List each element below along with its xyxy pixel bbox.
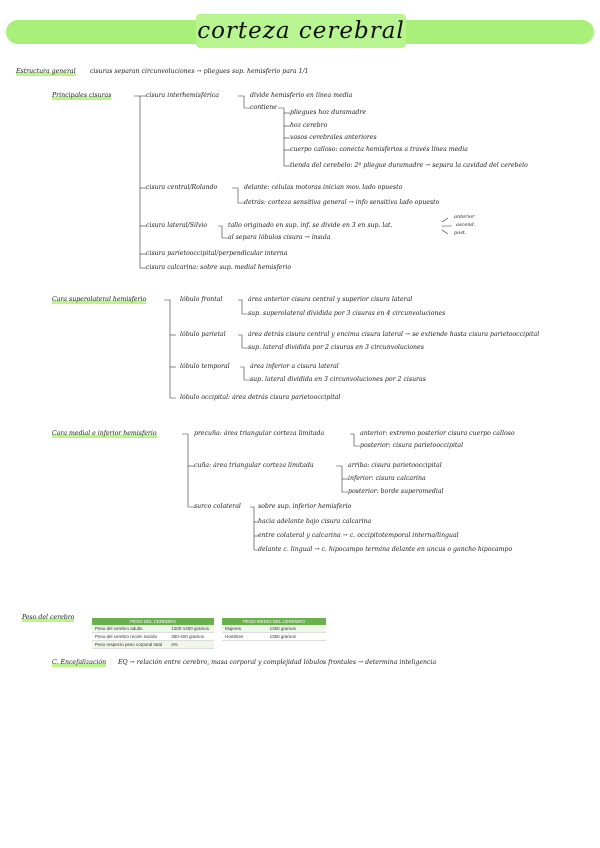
parietal-label: lóbulo parietal [180, 331, 226, 338]
lateral-b: al separa lóbulos cisura → ínsula [228, 234, 331, 241]
peso-label: Peso del cerebro [22, 614, 75, 621]
frontal-a: área anterior cisura central y superior cisura lateral [248, 296, 413, 303]
parietal-b: sup. lateral dividida por 2 cisuras en 3 circunvoluciones [248, 344, 424, 351]
inter-a: divide hemisferio en línea media [250, 92, 353, 99]
cara-medial-label: Cara medial e inferior hemisferio [52, 430, 157, 437]
table-row: Peso del cerebro adulto 1200-1400 gramos [92, 625, 214, 633]
inter-fondo: contiene [250, 104, 277, 111]
colateral-item: hacia adelante bajo cisura calcarina [258, 518, 372, 525]
peso-table [92, 618, 214, 649]
cuna-a: arriba: cisura parietooccipital [348, 462, 442, 469]
page-title: corteza cerebral [197, 18, 405, 44]
inter-label: cisura interhemisférica [146, 92, 219, 99]
colateral-item: delante c. lingual → c. hipocampo termina delante en uncus o gancho hipocampo [258, 546, 513, 553]
encefalizacion-text: EQ → relación entre cerebro, masa corporal y complejidad lóbulos frontales → determina inteligencia [118, 659, 437, 666]
table-row: Peso respecto peso corporal total 2% [92, 641, 214, 649]
table-header: PESO MEDIO DEL CEREBRO [222, 618, 326, 625]
lateral-label: cisura lateral/Silvio [146, 222, 208, 229]
frontal-label: lóbulo frontal [180, 296, 223, 303]
lateral-rama: ascend. [456, 222, 476, 228]
inter-item: hoz cerebro [290, 122, 328, 129]
temporal-label: lóbulo temporal [180, 363, 230, 370]
lateral-a: tallo originado en sup. inf. se divide en 3 en sup. lat. [228, 222, 393, 229]
principales-label: Principales cisuras [52, 92, 112, 99]
table-row: Hombres 1350 gramos [222, 633, 326, 641]
colateral-item: sobre sup. inferior hemisferio [258, 503, 352, 510]
precuna-b: posterior: cisura parietooccipital [360, 442, 464, 449]
parietal-a: área detrás cisura central y encima cisura lateral → se extiende hasta cisura parietooccipital [248, 331, 540, 338]
encefalizacion-label: C. Encefalización [52, 659, 107, 666]
table-header: PESO DEL CEREBRO [92, 618, 214, 625]
frontal-b: sup. superolateral dividida por 3 cisuras en 4 circunvoluciones [248, 310, 446, 317]
colateral-label: surco colateral [194, 503, 241, 510]
inter-item: tienda del cerebelo: 2º pliegue duramadre → separa la cavidad del cerebelo [290, 162, 528, 169]
parieto-label: cisura parietooccipital/perpendicular interna [146, 250, 288, 257]
precuna-a: anterior: extremo posterior cisura cuerpo calloso [360, 430, 515, 437]
inter-item: vasos cerebrales anteriores [290, 134, 377, 141]
central-b: detrás: corteza sensitiva general → info sensitiva lado opuesto [244, 199, 440, 206]
central-label: cisura central/Rolando [146, 184, 218, 191]
central-a: delante: células motoras inician mov. lado opuesto [244, 184, 403, 191]
cara-superolateral-label: Cara superolateral hemisferio [52, 296, 147, 303]
table-row: Peso del cerebro recién nacido 350-400 gramos [92, 633, 214, 641]
cuna-c: posterior: borde superomedial [348, 488, 444, 495]
cuna-b: inferior: cisura calcarina [348, 475, 426, 482]
colateral-item: entre colateral y calcarina → c. occipitotemporal interna/lingual [258, 532, 459, 539]
inter-item: cuerpo calloso: conecta hemisferios a través línea media [290, 146, 468, 153]
lateral-rama: post. [454, 230, 467, 236]
peso-medio-table [222, 618, 326, 641]
cuna-label: cuña: área triangular corteza limitada [194, 462, 314, 469]
calcarina-label: cisura calcarina: sobre sup. medial hemisferio [146, 264, 292, 271]
inter-item: pliegues hoz duramadre [290, 109, 366, 116]
occipital-label: lóbulo occipital: área detrás cisura parietooccipital [180, 394, 341, 401]
section-estructura: Estructura general [16, 68, 76, 75]
temporal-a: área inferior a cisura lateral [250, 363, 339, 370]
table-row: Mujeres 1260 gramos [222, 625, 326, 633]
lateral-rama: anterior [454, 214, 475, 220]
estructura-text: cisuras separan circunvoluciones → pliegues sup. hemisferio para 1/1 [90, 68, 309, 75]
precuna-label: precuña: área triangular corteza limitada [194, 430, 325, 437]
temporal-b: sup. lateral dividida en 3 circunvoluciones por 2 cisuras [250, 376, 426, 383]
